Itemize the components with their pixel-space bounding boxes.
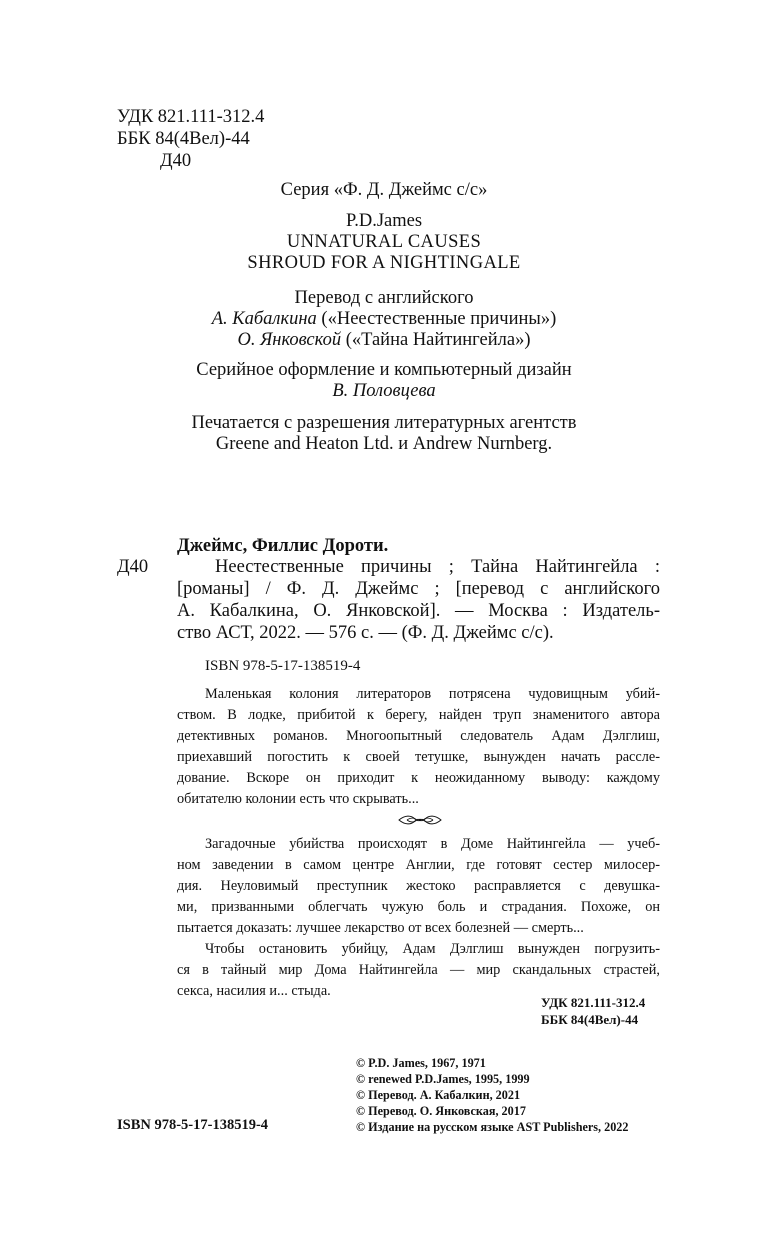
- annotation-1-line-4: приехавший погостить к своей тетушке, вынужден начать рассле-: [177, 749, 660, 765]
- original-title-2: SHROUD FOR A NIGHTINGALE: [247, 253, 521, 273]
- translator-2-name: О. Янковской: [237, 330, 342, 350]
- annotation-2-line-4: ми, призванными облегчать чужую боль и страдания. Похоже, он: [177, 899, 660, 915]
- catalog-line-4: ство АСТ, 2022. — 576 с. — (Ф. Д. Джеймс с/с).: [177, 623, 554, 643]
- annotation-1-line-6: обитателю колонии есть что скрывать...: [177, 791, 419, 807]
- copyright-line-3: © Перевод. А. Кабалкин, 2021: [356, 1088, 521, 1102]
- catalog-author-heading: Джеймс, Филлис Дороти.: [177, 536, 389, 556]
- copyright-line-1: © P.D. James, 1967, 1971: [356, 1056, 486, 1070]
- catalog-line-3: А. Кабалкина, О. Янковской]. — Москва : Издатель-: [177, 601, 660, 621]
- bbk-code: ББК 84(4Вел)-44: [117, 129, 250, 149]
- translator-2: [0, 329, 768, 351]
- udk-code: УДК 821.111-312.4: [117, 107, 265, 127]
- footer-bbk-code: ББК 84(4Вел)-44: [541, 1012, 639, 1027]
- author-mark: Д40: [160, 151, 192, 171]
- annotation-1-line-1: Маленькая колония литераторов потрясена чудовищным убий-: [205, 686, 660, 702]
- translator-1-work: («Неестественные причины»): [316, 309, 557, 329]
- catalog-line-2: [романы] / Ф. Д. Джеймс ; [перевод с английского: [177, 579, 660, 599]
- annotation-3-line-3: секса, насилия и... стыда.: [177, 983, 331, 999]
- copyright-line-4: © Перевод. О. Янковская, 2017: [356, 1104, 526, 1118]
- catalog-line-1: Неестественные причины ; Тайна Найтингейла :: [215, 557, 660, 577]
- annotation-3-line-1: Чтобы остановить убийцу, Адам Дэлглиш вынужден погрузить-: [205, 941, 660, 957]
- original-author: P.D.James: [345, 211, 423, 231]
- annotation-2-line-5: пытается доказать: лучшее лекарство от всех болезней — смерть...: [177, 920, 584, 936]
- copyright-line-2: © renewed P.D.James, 1995, 1999: [356, 1072, 530, 1086]
- annotation-1-line-3: детективных романов. Многоопытный следователь Адам Дэлглиш,: [177, 728, 660, 744]
- annotation-3-line-2: ся в тайный мир Дома Найтингейла — мир скандальных страстей,: [177, 962, 660, 978]
- permission-line-2: Greene and Heaton Ltd. и Andrew Nurnberg.: [215, 434, 553, 454]
- annotation-1-line-5: дование. Вскоре он приходит к неожиданному выводу: каждому: [177, 770, 660, 786]
- permission-line-1: Печатается с разрешения литературных агентств: [191, 413, 577, 433]
- translator-1-name: А. Кабалкина: [211, 309, 317, 329]
- series-title: Серия «Ф. Д. Джеймс с/с»: [280, 180, 488, 200]
- catalog-mark: Д40: [117, 557, 149, 577]
- designer-name: В. Половцева: [332, 381, 436, 401]
- translation-heading: Перевод с английского: [294, 288, 474, 308]
- translator-2-work: («Тайна Найтингейла»): [341, 330, 531, 350]
- isbn-bottom: ISBN 978-5-17-138519-4: [117, 1117, 269, 1133]
- annotation-2-line-3: дия. Неуловимый преступник жестоко расправляется с девушка-: [177, 878, 660, 894]
- design-heading: Серийное оформление и компьютерный дизайн: [196, 360, 572, 380]
- copyright-line-5: © Издание на русском языке AST Publishers, 2022: [356, 1120, 629, 1134]
- translator-1: [0, 308, 768, 330]
- annotation-2-line-2: ном заведении в самом центре Англии, где готовят сестер милосер-: [177, 857, 660, 873]
- annotation-2-line-1: Загадочные убийства происходят в Доме Найтингейла — учеб-: [205, 836, 660, 852]
- fleuron-ornament-icon: [397, 813, 443, 827]
- catalog-isbn: ISBN 978-5-17-138519-4: [205, 658, 361, 674]
- original-title-1: UNNATURAL CAUSES: [286, 232, 482, 252]
- annotation-1-line-2: ством. В лодке, прибитой к берегу, найден труп знаменитого автора: [177, 707, 660, 723]
- footer-udk-code: УДК 821.111-312.4: [541, 995, 646, 1010]
